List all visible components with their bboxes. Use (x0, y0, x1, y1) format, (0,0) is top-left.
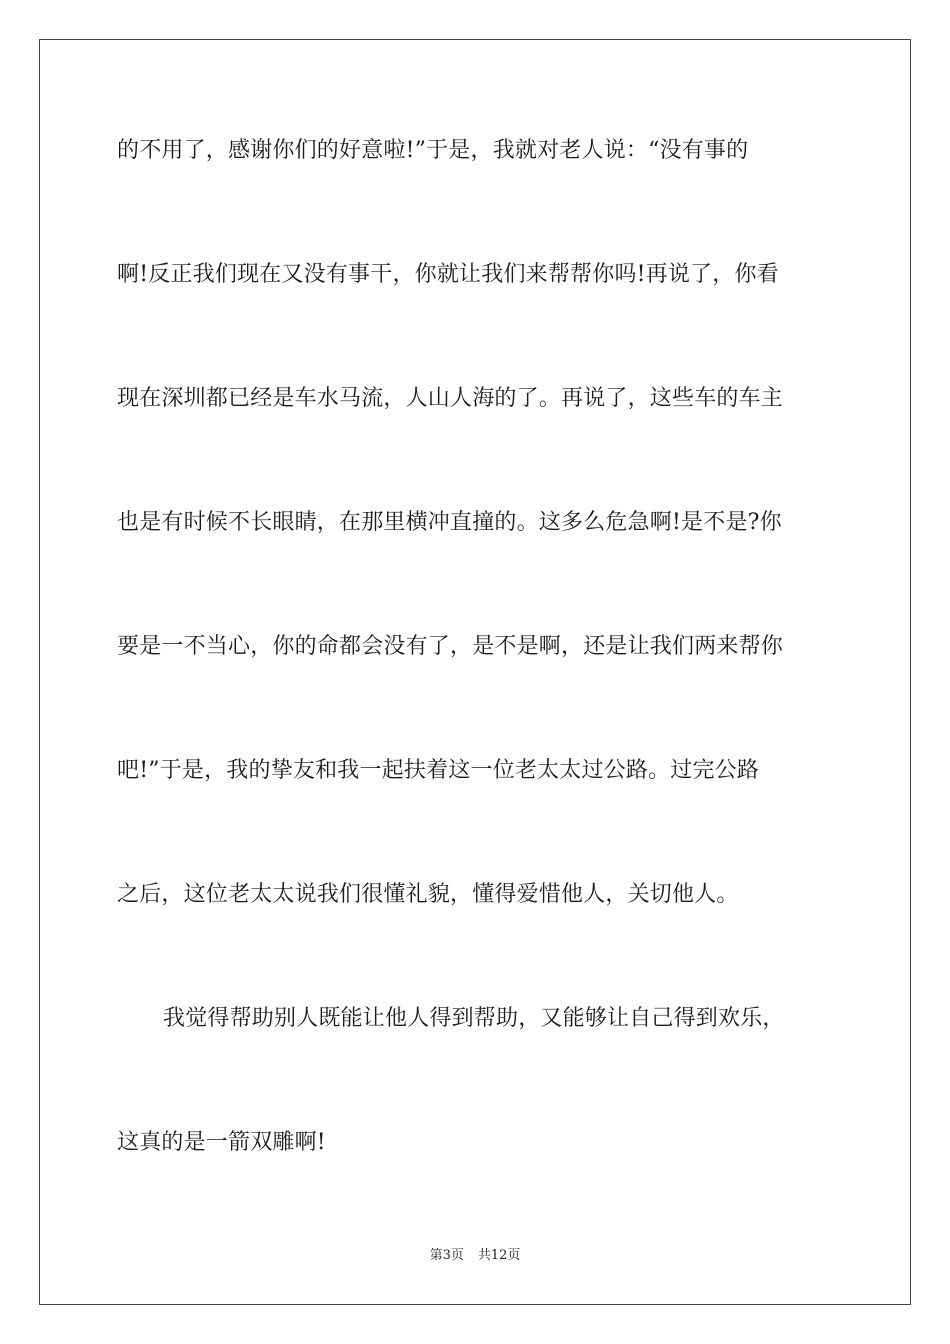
page-border (39, 39, 911, 1305)
text-line: 吧!”于是，我的挚友和我一起扶着这一位老太太过公路。过完公路 (117, 758, 760, 783)
page-total: 共12页 (477, 1248, 521, 1263)
paragraph-start-line: 我觉得帮助别人既能让他人得到帮助，又能够让自己得到欢乐， (163, 1006, 785, 1031)
page-number: 第3页 (429, 1248, 464, 1263)
text-line: 之后，这位老太太说我们很懂礼貌，懂得爱惜他人，关切他人。 (117, 882, 739, 907)
text-line: 现在深圳都已经是车水马流，人山人海的了。再说了，这些车的车主 (117, 386, 784, 411)
text-line: 啊!反正我们现在又没有事干，你就让我们来帮帮你吗!再说了，你看 (117, 262, 779, 287)
page-footer (0, 1247, 950, 1265)
text-line: 的不用了，感谢你们的好意啦!”于是，我就对老人说：“没有事的 (117, 138, 749, 163)
text-line: 这真的是一箭双雕啊! (117, 1130, 326, 1155)
text-line: 也是有时候不长眼睛，在那里横冲直撞的。这多么危急啊!是不是?你 (117, 510, 782, 535)
text-line: 要是一不当心，你的命都会没有了，是不是啊，还是让我们两来帮你 (117, 634, 784, 659)
